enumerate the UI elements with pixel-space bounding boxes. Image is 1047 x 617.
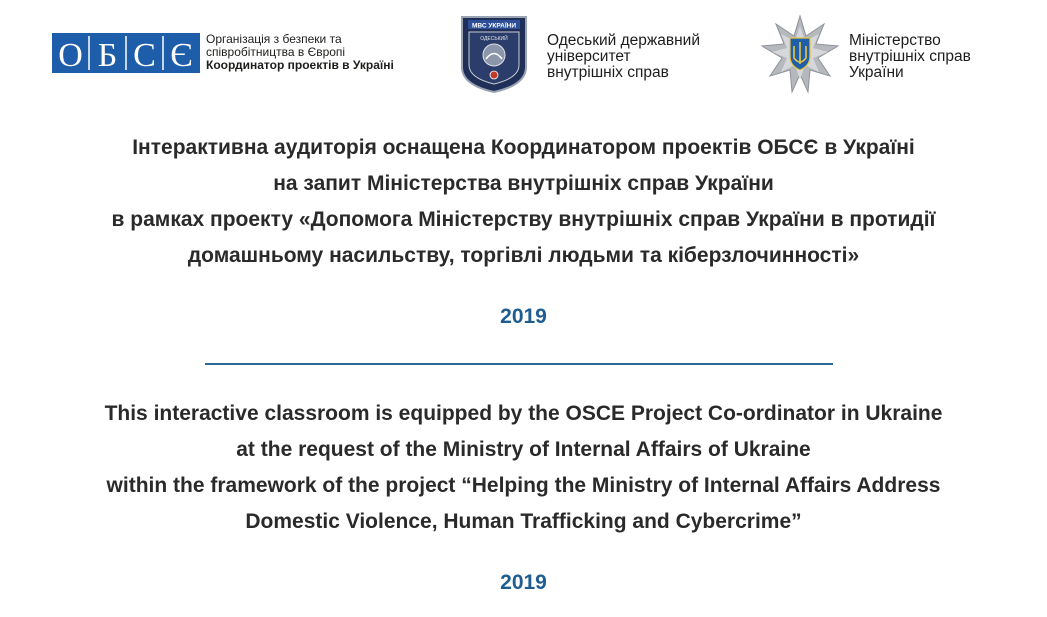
ministry-caption-line2: внутрішніх справ [849, 48, 971, 65]
police-star-icon [760, 14, 840, 94]
osce-logo-letter-1: О [58, 37, 83, 73]
ukrainian-year: 2019 [500, 305, 547, 328]
osce-logo-letter-4: Є [170, 37, 193, 73]
osce-caption [206, 33, 394, 72]
ukrainian-line-4: домашньому насильству, торгівлі людьми та кіберзлочинності» [187, 244, 860, 267]
university-caption-line3: внутрішніх справ [547, 64, 669, 81]
ministry-caption-line3: України [849, 64, 904, 81]
osce-logo-group [52, 33, 394, 73]
osce-caption-line3: Координатор проектів в Україні [206, 58, 394, 72]
ministry-caption-line1: Міністерство [849, 32, 941, 49]
osce-logo-letter-3: С [133, 37, 156, 73]
university-badge-top-text: МВС УКРАЇНИ [472, 22, 516, 30]
university-badge-inner-text: ОДЕСЬКИЙ [480, 36, 508, 42]
university-caption-line2: університет [547, 48, 631, 65]
ukrainian-line-3: в рамках проекту «Допомога Міністерству внутрішніх справ України в протидії [111, 208, 936, 231]
university-caption [547, 33, 700, 81]
osce-caption-line1: Організація з безпеки та [206, 32, 342, 46]
university-caption-line1: Одеський державний [547, 32, 700, 49]
ukrainian-text-block [0, 130, 1047, 274]
university-shield-icon [459, 15, 529, 93]
osce-caption-line2: співробітництва в Європі [206, 45, 346, 59]
ministry-caption [849, 33, 971, 81]
english-line-1: This interactive classroom is equipped by the OSCE Project Co-ordinator in Ukraine [104, 402, 943, 425]
ukrainian-line-1: Інтерактивна аудиторія оснащена Координатором проектів ОБСЄ в Україні [132, 136, 915, 159]
english-text-block [0, 396, 1047, 540]
section-divider [205, 363, 833, 365]
english-line-4: Domestic Violence, Human Trafficking and Cybercrime” [245, 510, 802, 533]
ukrainian-line-2: на запит Міністерства внутрішніх справ України [273, 172, 774, 195]
osce-logo-icon [52, 33, 200, 73]
english-line-2: at the request of the Ministry of Internal Affairs of Ukraine [236, 438, 811, 461]
logo-header [0, 0, 1047, 100]
osce-logo-letter-2: Б [97, 37, 118, 73]
osce-logo [52, 33, 200, 73]
english-line-3: within the framework of the project “Helping the Ministry of Internal Affairs Address [106, 474, 941, 497]
english-year: 2019 [500, 571, 547, 594]
